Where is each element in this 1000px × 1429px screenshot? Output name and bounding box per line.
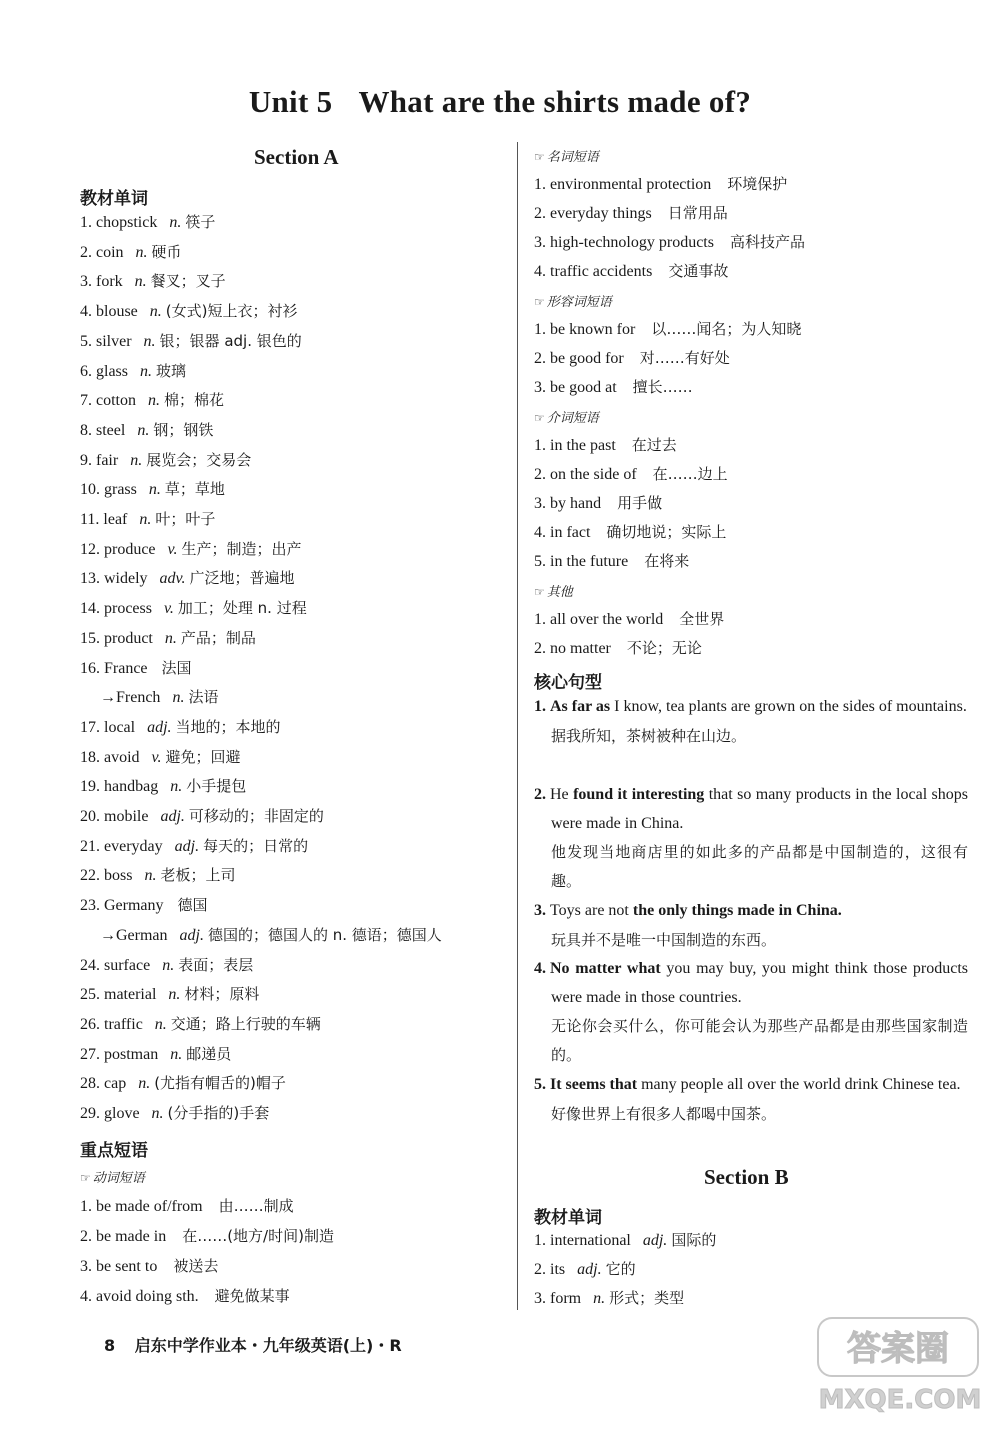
phrase-meaning: 在……边上 [652, 465, 728, 483]
pointing-hand-icon: ☞ [534, 150, 545, 164]
book-title: 启东中学作业本・九年级英语(上)・R [134, 1336, 402, 1355]
vocab-word: 7. cotton [80, 392, 136, 410]
phrase-text: 2. be good for [534, 350, 624, 367]
section-a-title: Section A [254, 145, 339, 169]
part-of-speech: n. [162, 956, 175, 974]
part-of-speech: n. [154, 1015, 167, 1033]
phrase-item [534, 203, 728, 224]
pointing-hand-icon: ☞ [80, 1171, 91, 1185]
vocab-word: 2. coin [80, 243, 124, 261]
key-sentence [534, 693, 968, 750]
vocab-item [80, 955, 253, 976]
phrase-text: 2. everyday things [534, 205, 652, 222]
vocab-meaning: 可移动的；非固定的 [188, 807, 324, 825]
vocab-meaning: 钢；钢铁 [153, 420, 214, 439]
sub-heading-label: 形容词短语 [546, 295, 612, 310]
phrase-item [534, 522, 726, 543]
part-of-speech: v. [163, 600, 174, 618]
vocab-meaning: (分手指的)手套 [167, 1104, 270, 1122]
sentence-key-structure: As far as [550, 698, 611, 715]
phrase-meaning: 在……(地方/时间)制造 [182, 1227, 334, 1245]
part-of-speech: n. [140, 362, 152, 380]
vocab-meaning: 德国的；德国人的 n. 德语；德国人 [207, 925, 442, 944]
sub-heading-label: 动词短语 [92, 1171, 145, 1186]
phrase-text: 1. all over the world [534, 611, 664, 628]
vocab-meaning: 展览会；交易会 [146, 450, 252, 469]
phrase-text: 1. be known for [534, 321, 636, 338]
phrase-text: 1. be made of/from [80, 1198, 203, 1215]
vocab-word: 28. cap [80, 1075, 127, 1093]
vocab-item [80, 895, 208, 916]
vocab-meaning: 形式；类型 [609, 1289, 685, 1307]
sentence-prefix: Toys are not [550, 902, 633, 919]
phrase-meaning: 环境保护 [727, 175, 788, 193]
sentence-key-structure: No matter what [550, 960, 661, 977]
vocab-meaning: 硬币 [151, 242, 182, 261]
sentence-translation: 玩具并不是唯一中国制造的东西。 [551, 930, 777, 949]
phrase-text: 3. by hand [534, 495, 602, 512]
part-of-speech: n. [137, 421, 150, 439]
sentence-english [534, 781, 968, 838]
sentence-english [534, 955, 968, 1012]
sentence-number: 2. [534, 786, 546, 803]
part-of-speech: adj. [577, 1261, 602, 1278]
phrase-item [534, 464, 728, 485]
vocab-item [80, 450, 251, 471]
vocab-item [80, 1014, 321, 1035]
vocab-meaning: 当地的；本地的 [175, 717, 281, 736]
sentence-english [534, 1071, 968, 1100]
noun-phrase-heading [534, 146, 599, 165]
phrase-text: 3. be good at [534, 379, 617, 396]
vocab-word: 19. handbag [80, 778, 159, 796]
vocab-meaning: 生产；制造；出产 [181, 539, 302, 558]
phrase-item [534, 638, 702, 659]
vocab-word: 27. postman [80, 1045, 159, 1063]
phrase-meaning: 被送去 [173, 1257, 219, 1275]
sub-heading-label: 名词短语 [546, 150, 599, 165]
part-of-speech: n. [139, 511, 152, 528]
part-of-speech: adj. [147, 718, 172, 736]
prep-phrase-heading [534, 407, 599, 426]
phrase-item [534, 435, 677, 456]
vocab-word: 22. boss [80, 867, 133, 885]
part-of-speech: v. [151, 748, 162, 766]
vocab-item [80, 361, 186, 382]
vocab-item [80, 1044, 231, 1065]
part-of-speech: n. [172, 689, 185, 707]
vocab-item [80, 390, 224, 411]
vocab-item [80, 301, 298, 322]
phrase-text: 4. traffic accidents [534, 263, 653, 280]
part-of-speech: n. [149, 303, 162, 321]
vocab-meaning: 它的 [605, 1260, 636, 1278]
other-phrase-heading [534, 581, 573, 600]
sentence-heading: 核心句型 [534, 673, 602, 693]
phrase-item [80, 1286, 290, 1307]
vocab-item [80, 420, 213, 441]
phrase-meaning: 擅长…… [632, 378, 693, 396]
vocab-meaning: 产品；制品 [180, 628, 256, 647]
watermark-text: 答案圈 [847, 1329, 949, 1369]
vocab-item [534, 1288, 684, 1309]
phrase-meaning: 不论；无论 [626, 639, 702, 657]
vocab-item [80, 806, 324, 827]
sentence-key-structure: the only things made in China. [632, 902, 842, 919]
sentence-translation: 好像世界上有很多人都喝中国茶。 [551, 1104, 777, 1123]
verb-phrase-heading [80, 1167, 145, 1186]
vocab-word: 6. glass [80, 362, 128, 380]
sentence-number: 1. [534, 698, 546, 715]
sub-heading-label: 其他 [546, 585, 573, 600]
vocab-word: 17. local [80, 718, 136, 736]
phrase-item [534, 232, 805, 253]
part-of-speech: v. [167, 540, 178, 558]
vocab-item [80, 925, 442, 946]
vocab-word: 13. widely [80, 570, 148, 588]
vocab-word: 4. blouse [80, 303, 138, 321]
sentence-translation: 他发现当地商店里的如此多的产品都是中国制造的，这很有趣。 [551, 843, 968, 890]
part-of-speech: adj. [179, 926, 204, 944]
vocab-meaning: 银；银器 adj. 银色的 [159, 331, 302, 350]
phrase-item [534, 319, 801, 340]
vocab-meaning: 叶；叶子 [155, 510, 216, 528]
sentence-english [534, 693, 968, 722]
vocab-heading-b: 教材单词 [534, 1208, 602, 1228]
vocab-item [80, 836, 308, 857]
phrase-meaning: 对……有好处 [639, 349, 730, 367]
vocab-word: 3. form [534, 1290, 582, 1307]
vocab-word: 11. leaf [80, 511, 128, 528]
vocab-word: 26. traffic [80, 1015, 143, 1033]
part-of-speech: n. [130, 451, 143, 469]
sub-heading-label: 介词短语 [546, 411, 599, 426]
phrase-item [534, 174, 787, 195]
phrase-meaning: 交通事故 [668, 262, 729, 280]
vocab-word: 16. France [80, 659, 148, 677]
vocab-word: 20. mobile [80, 808, 149, 825]
adj-phrase-heading [534, 291, 612, 310]
vocab-item [80, 687, 218, 708]
sentence-number: 4. [534, 960, 546, 977]
page-title: Unit 5 What are the shirts made of? [248, 84, 752, 119]
vocab-meaning: 邮递员 [186, 1044, 232, 1063]
sentence-rest: many people all over the world drink Chinese tea. [637, 1076, 961, 1093]
vocab-word: 23. Germany [80, 897, 164, 915]
vocab-meaning: 筷子 [185, 213, 216, 231]
part-of-speech: adj. [174, 837, 200, 855]
vocab-item [534, 1230, 716, 1251]
phrase-item [534, 348, 730, 369]
phrase-meaning: 由……制成 [218, 1197, 294, 1215]
vocab-word: 10. grass [80, 481, 137, 499]
column-divider [517, 142, 518, 1310]
phrase-meaning: 全世界 [679, 610, 725, 628]
phrase-text: 3. high-technology products [534, 234, 714, 251]
sentence-key-structure: It seems that [550, 1076, 638, 1093]
phrase-text: 3. be sent to [80, 1258, 158, 1275]
vocab-item [80, 509, 215, 530]
watermark-url: MXQE.COM [818, 1385, 982, 1415]
sentence-key-structure: found it interesting [573, 786, 705, 803]
vocab-meaning: 加工；处理 n. 过程 [177, 599, 307, 618]
vocab-meaning: 餐叉；叉子 [150, 272, 226, 291]
vocab-meaning: 棉；棉花 [164, 391, 225, 410]
vocab-meaning: 交通；路上行驶的车辆 [170, 1014, 321, 1033]
vocab-item [80, 1073, 286, 1094]
vocab-meaning: (女式)短上衣；衬衫 [165, 302, 298, 321]
vocab-meaning: 表面；表层 [178, 955, 254, 974]
key-sentence [534, 1071, 968, 1128]
part-of-speech: adj. [642, 1232, 668, 1249]
phrase-text: 2. no matter [534, 640, 611, 657]
part-of-speech: n. [168, 986, 181, 1004]
vocab-item [80, 865, 235, 886]
vocab-item [80, 598, 307, 619]
vocab-word: 1. chopstick [80, 214, 158, 231]
vocab-item [80, 242, 182, 263]
vocab-item [80, 984, 259, 1005]
part-of-speech: adj. [160, 808, 185, 825]
phrase-meaning: 在将来 [644, 552, 690, 570]
vocab-word: 8. steel [80, 421, 126, 439]
phrase-meaning: 用手做 [617, 494, 663, 512]
phrase-item [534, 261, 728, 282]
vocab-meaning: 小手提包 [186, 777, 247, 796]
phrase-meaning: 以……闻名；为人知晓 [651, 320, 802, 338]
vocab-word: 21. everyday [80, 837, 163, 855]
vocab-meaning: 老板；上司 [160, 866, 236, 885]
vocab-meaning: 草；草地 [164, 480, 225, 499]
part-of-speech: adv. [159, 570, 186, 588]
vocab-meaning: 玻璃 [156, 361, 187, 380]
vocab-word: →French [100, 689, 161, 707]
key-sentence [534, 781, 968, 895]
phrase-text: 4. in fact [534, 524, 591, 541]
pointing-hand-icon: ☞ [534, 585, 545, 599]
phrase-meaning: 高科技产品 [729, 233, 805, 251]
phrase-text: 1. in the past [534, 437, 616, 454]
part-of-speech: n. [135, 243, 148, 261]
vocab-meaning: 广泛地；普遍地 [189, 569, 295, 588]
vocab-word: →German [100, 926, 168, 944]
phrase-meaning: 避免做某事 [214, 1287, 290, 1305]
phrase-item [534, 377, 693, 398]
vocab-item [80, 539, 301, 560]
part-of-speech: n. [169, 214, 182, 231]
vocab-meaning: 避免；回避 [165, 747, 241, 766]
vocab-word: 9. fair [80, 451, 119, 469]
vocab-meaning: 德国 [177, 896, 208, 915]
sentence-english [534, 897, 968, 926]
part-of-speech: n. [151, 1105, 164, 1122]
phrase-text: 2. be made in [80, 1228, 167, 1245]
sentence-rest: you may buy, you might think those products were made in those countries. [551, 960, 969, 1006]
sentence-rest: that so many products in the local shops were made in China. [551, 786, 969, 832]
sentence-translation: 据我所知，茶树被种在山边。 [551, 726, 747, 745]
part-of-speech: n. [138, 1075, 151, 1093]
vocab-word: 29. glove [80, 1105, 140, 1122]
watermark-logo [810, 1310, 990, 1420]
phrase-meaning: 在过去 [631, 436, 677, 454]
phrase-item [80, 1256, 218, 1277]
sentence-number: 3. [534, 902, 546, 919]
phrase-item [80, 1196, 294, 1217]
vocab-item [80, 568, 294, 589]
sentence-rest: I know, tea plants are grown on the sides of mountains. [610, 698, 967, 715]
vocab-meaning: (尤指有帽舌的)帽子 [154, 1074, 286, 1093]
vocab-item [80, 776, 246, 797]
vocab-item [80, 628, 256, 649]
phrase-meaning: 确切地说；实际上 [606, 523, 727, 541]
page-number: 8 [104, 1336, 116, 1355]
sentence-translation: 无论你会买什么，你可能会认为那些产品都是由那些国家制造的。 [551, 1017, 968, 1064]
vocab-meaning: 法国 [161, 658, 192, 677]
vocab-word: 3. fork [80, 273, 123, 291]
part-of-speech: n. [593, 1290, 606, 1307]
sentence-prefix: He [550, 786, 574, 803]
part-of-speech: n. [134, 273, 147, 291]
phrase-item [534, 609, 724, 630]
vocab-item [80, 717, 281, 738]
phrase-text: 5. in the future [534, 553, 629, 570]
phrase-meaning: 日常用品 [667, 204, 728, 222]
vocab-item [80, 1103, 269, 1124]
vocab-item [80, 271, 226, 292]
part-of-speech: n. [148, 481, 161, 499]
vocab-word: 5. silver [80, 332, 132, 350]
sentence-number: 5. [534, 1076, 546, 1093]
pointing-hand-icon: ☞ [534, 411, 545, 425]
vocab-word: 25. material [80, 986, 157, 1004]
vocab-meaning: 法语 [188, 688, 219, 707]
key-sentence [534, 955, 968, 1069]
phrase-text: 1. environmental protection [534, 176, 712, 193]
part-of-speech: n. [170, 778, 183, 796]
pointing-hand-icon: ☞ [534, 295, 545, 309]
vocab-item [80, 658, 192, 679]
phrase-text: 2. on the side of [534, 466, 637, 483]
section-b-title: Section B [704, 1165, 789, 1189]
vocab-heading: 教材单词 [80, 189, 148, 209]
vocab-meaning: 国际的 [671, 1231, 717, 1249]
phrase-item [534, 493, 662, 514]
part-of-speech: n. [164, 629, 177, 647]
phrase-heading: 重点短语 [80, 1141, 148, 1161]
part-of-speech: n. [143, 332, 156, 350]
part-of-speech: n. [170, 1045, 183, 1063]
vocab-item [80, 331, 302, 352]
key-sentence [534, 897, 968, 954]
phrase-item [80, 1226, 334, 1247]
vocab-item [80, 747, 240, 768]
vocab-word: 24. surface [80, 956, 151, 974]
vocab-word: 12. produce [80, 540, 156, 558]
vocab-word: 2. its [534, 1261, 566, 1278]
vocab-word: 18. avoid [80, 748, 140, 766]
phrase-item [534, 551, 689, 572]
vocab-meaning: 每天的；日常的 [203, 836, 309, 855]
vocab-item [80, 212, 215, 233]
vocab-meaning: 材料；原料 [184, 985, 260, 1004]
page-footer [104, 1333, 402, 1356]
phrase-text: 4. avoid doing sth. [80, 1288, 199, 1305]
part-of-speech: n. [148, 392, 160, 410]
vocab-word: 1. international [534, 1232, 631, 1249]
vocab-item [80, 479, 225, 500]
part-of-speech: n. [144, 867, 157, 885]
vocab-item [534, 1259, 636, 1280]
vocab-word: 14. process [80, 600, 152, 618]
vocab-word: 15. product [80, 629, 153, 647]
